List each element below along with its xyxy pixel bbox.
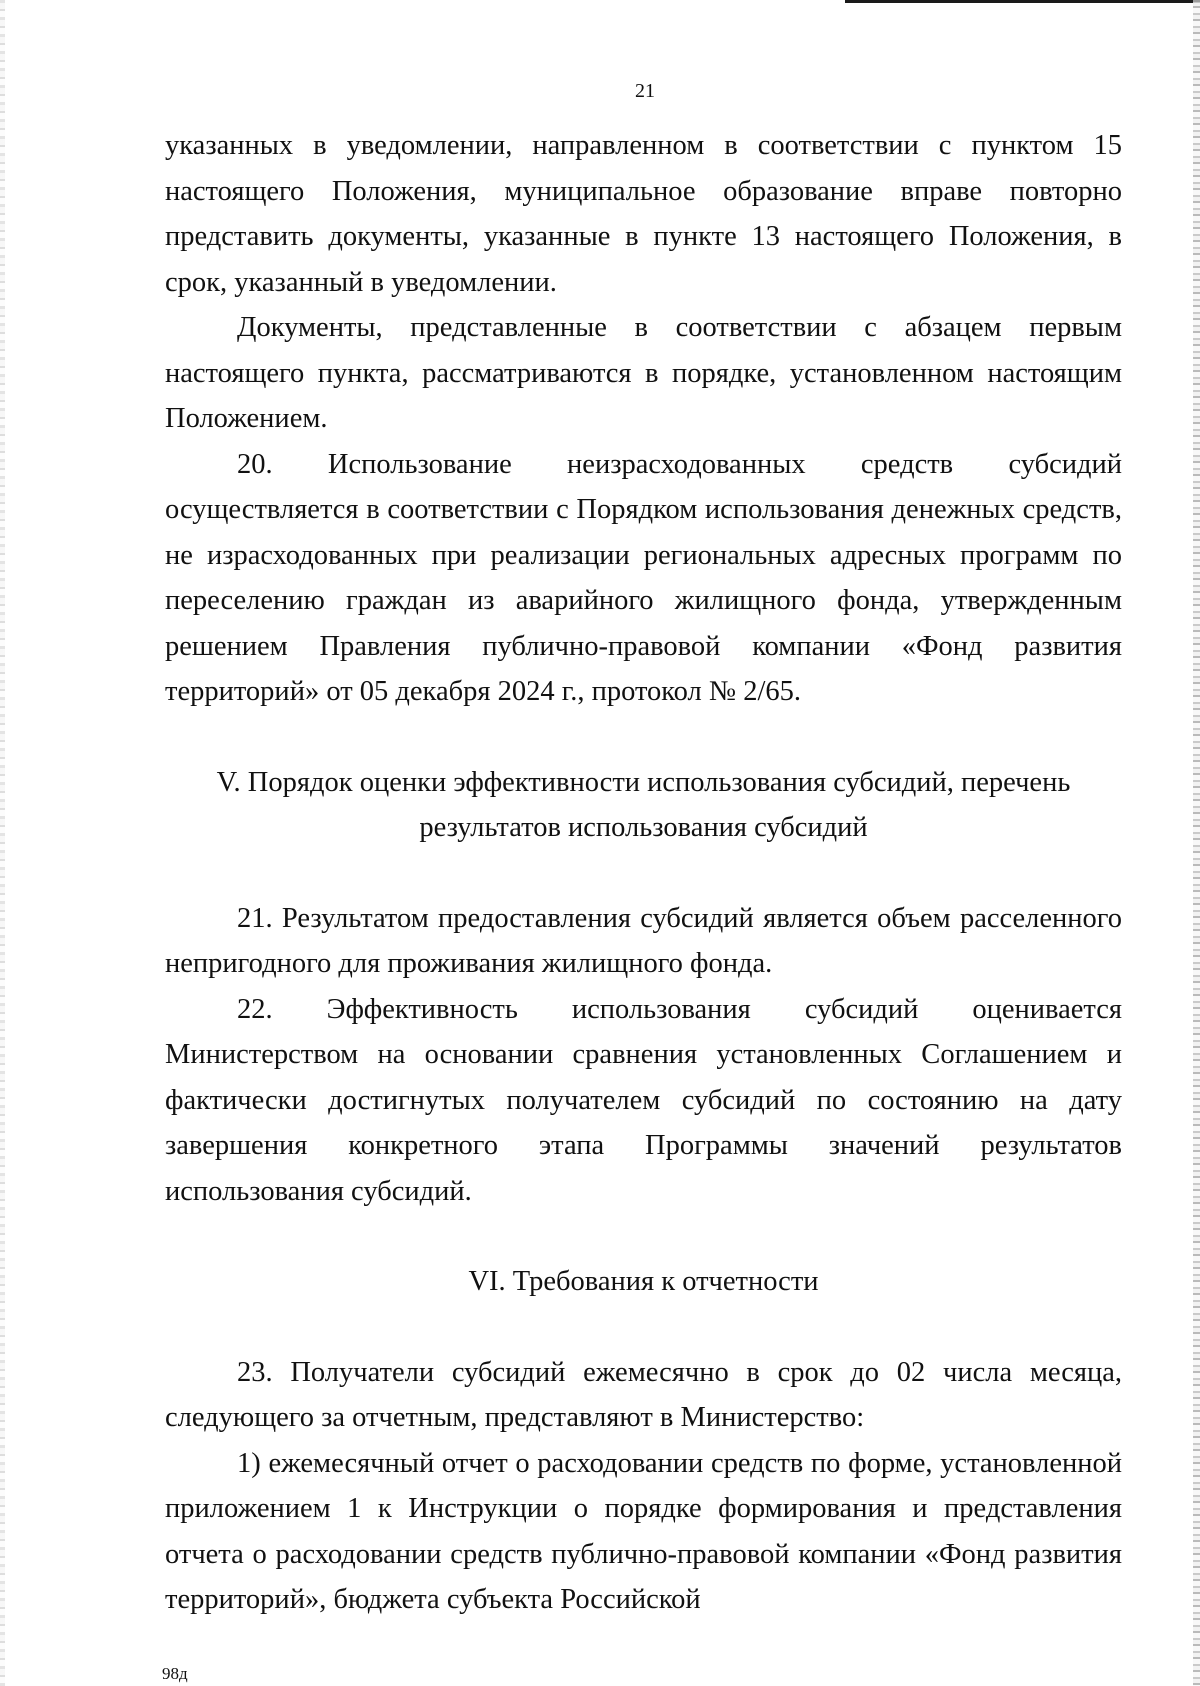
- scan-top-edge-line: [845, 0, 1200, 3]
- paragraph-documents-review: Документы, представленные в соответствии с абзацем первым настоящего пункта, рассматриваются в порядке, установленном настоящим Положением.: [165, 312, 1122, 434]
- paragraph-continuation: указанных в уведомлении, направленном в соответствии с пунктом 15 настоящего Положения, муниципальное образование вправе повторно представить документы, указанные в пункте 13 настоящего Положения, в срок, указанный в уведомлении.: [165, 130, 1122, 298]
- scan-left-edge: [0, 0, 5, 1686]
- section-heading-vi: VI. Требования к отчетности: [468, 1266, 819, 1297]
- paragraph-item-20: 20. Использование неизрасходованных средств субсидий осуществляется в соответствии с Порядком использования денежных средств, не израсходованных при реализации региональных адресных программ по переселению граждан из аварийного жилищного фонда, утвержденным решением Правления публично-правовой компании «Фонд развития территорий» от 05 декабря 2024 г., протокол № 2/65.: [165, 448, 1122, 707]
- paragraph-item-21: 21. Результатом предоставления субсидий является объем расселенного непригодного для проживания жилищного фонда.: [165, 902, 1122, 979]
- page-number: 21: [635, 80, 655, 102]
- paragraph-item-23: 23. Получатели субсидий ежемесячно в срок до 02 числа месяца, следующего за отчетным, представляют в Министерство:: [165, 1356, 1122, 1433]
- section-heading-v: [165, 760, 1122, 851]
- paragraph-item-22: 22. Эффективность использования субсидий оценивается Министерством на основании сравнения установленных Соглашением и фактически достигнутых получателем субсидий по состоянию на дату завершения конкретного этапа Программы значений результатов использования субсидий.: [165, 993, 1122, 1207]
- footer-code: 98д: [162, 1664, 188, 1683]
- paragraph-item-23-subitem-1: 1) ежемесячный отчет о расходовании средств по форме, установленной приложением 1 к Инструкции о порядке формирования и представления отчета о расходовании средств публично-правовой компании «Фонд развития территорий», бюджета субъекта Российской: [165, 1447, 1122, 1615]
- scan-right-edge: [1193, 0, 1200, 1686]
- document-body: [165, 123, 1122, 1623]
- section-heading-v-line1: V. Порядок оценки эффективности использования субсидий, перечень: [216, 766, 1071, 798]
- section-heading-v-line2: результатов использования субсидий: [419, 812, 868, 843]
